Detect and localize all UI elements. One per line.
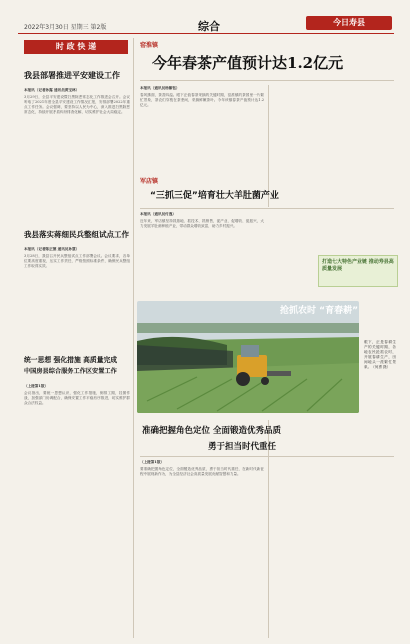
slogan-text: 打造七大特色产业链 推动寿县高质量发展 [322,259,394,272]
article-title: 中国房县综合服务工作区安置工作 [24,368,117,375]
headline: “三抓三促”培育壮大羊肚菌产业 [150,191,279,201]
column-divider [133,38,134,638]
place-label: 窑淮镇 [140,42,159,49]
newspaper-logo [306,16,392,30]
article-byline: 本报讯（通讯员付逸） [140,212,176,216]
article-body: 3月28日，我县召开民兵整组试点工作部署会议。会议要求，各单位要高度重视，压实工作责任，严格按照标准条件，确保民兵整组工作取得实效。 [24,254,130,268]
article-body: 近年来，军店镇坚持抓基地、抓技术、抓销售，促产业、促增收、促振兴，大力发展羊肚菌种植产业，带动群众增收致富，助力乡村振兴。 [140,219,264,228]
article-title: 统一思想 强化措施 高质量完成 [24,356,118,364]
headline: 勇于担当时代重任 [208,442,277,452]
article-body: 要准确把握角色定位，全面锻造优秀品质，勇于担当时代重任，在新时代新征程中展现新作为，为全县经济社会高质量发展贡献智慧和力量。 [140,467,264,476]
column-divider [268,420,269,638]
photo-caption: 眼下，正是春耕生产的关键时期，各地农民抢抓农时，开展春耕生产，田间地头一派繁忙景象。（何勇 摄） [364,340,396,369]
masthead-date: 2022年3月30日 星期三 第2版 [24,24,107,31]
masthead-rule [18,33,394,34]
article-byline: （上接第1版） [140,460,165,464]
place-label: 军店镇 [140,178,159,185]
article-body: 春风拂面，茶香四溢。眼下正值春茶采摘的关键时期，窑淮镇的茶园里一片繁忙景象，茶农们穿梭在茶垄间，采摘鲜嫩茶叶。今年该镇春茶产值预计达1.2亿元。 [140,93,264,107]
article-byline: 本报讯（记者孙露 通讯员黄宝林） [24,88,80,92]
section-banner [24,40,128,54]
photo-caption-title-text: 抢抓农时 “育春耕” [280,306,358,316]
section-title: 综合 [198,20,220,33]
article-byline: （上接第1版） [24,384,49,388]
divider [140,456,394,457]
divider [140,80,394,81]
article-title: 我县部署推进平安建设工作 [24,71,120,80]
photo-caption-title [276,304,358,318]
divider [140,208,394,209]
article-byline: 本报讯（记者陈正德 通讯员孙慧） [24,247,80,251]
article-byline: 本报讯（通讯员杨紫钰） [140,86,180,90]
article-body: 会议指出，要统一思想认识，强化工作措施，倒排工期，挂图作战，加强部门协调配合，确保安置工作平稳有序推进，切实维护群众合法权益。 [24,391,130,405]
article-body: 3月29日，全县平安建设暨扫黑除恶常态化工作推进会召开。会议听取了2021年度全县平安建设工作情况汇报，安排部署2022年重点工作任务。会议强调，要坚持以人民为中心，深入推进扫黑除恶常态化，持续开展矛盾纠纷排查化解，切实维护社会大局稳定。 [24,95,130,114]
headline: 准确把握角色定位 全面锻造优秀品质 [142,426,281,436]
headline: 今年春茶产值预计达1.2亿元 [152,54,344,72]
slogan-box [318,255,398,287]
section-banner-label: 时 政 快 递 [55,42,97,51]
article-title: 我县落实蒋细民兵整组试点工作 [24,230,129,239]
logo-text: 今日寿县 [333,18,365,27]
